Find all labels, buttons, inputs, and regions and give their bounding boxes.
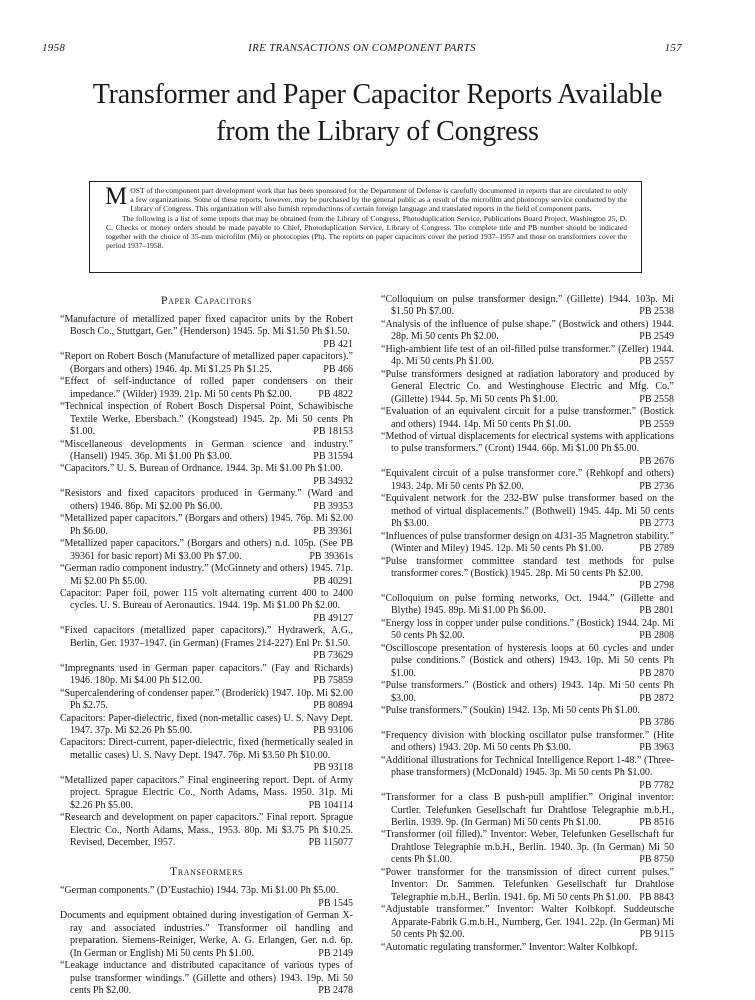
transformers-list-left [60,885,353,997]
reference-entry [60,488,353,513]
reference-entry [60,401,353,438]
reference-text: “German radio component industry.” (McGinnety and others) 1945. 71p. Mi $2.00 Ph $5.00. [60,563,353,587]
reference-text: “Manufacture of metallized paper fixed capacitor units by the Robert Bosch Co., Stuttgart, Ger.” (Henderson) 1945. 5p. Mi $1.50 Ph $1.50. [60,314,353,338]
reference-entry [60,463,353,488]
reference-text: “Resistors and fixed capacitors produced in Germany.” (Ward and others) 1946. 86p. Mi $2.00 Ph $6.00. [60,488,353,512]
pb-number: PB 39361s [309,550,353,562]
reference-text: “German components.” (D’Eustachio) 1944. 73p. Mi $1.00 Ph $5.00. [60,885,339,897]
pb-number: PB 73629 [313,650,353,662]
reference-entry [381,942,674,954]
reference-entry [381,319,674,344]
reference-text: “Influences of pulse transformer design on 4J31-35 Magnetron stability.” (Winter and Miley) 1945. 12p. Mi 50 cents Ph $1.00. [381,530,674,555]
issue-year: 1958 [42,42,66,54]
reference-text: “Pulse transformers.” (Soukin) 1942. 13p. Mi 50 cents Ph $1.00. [381,704,640,716]
reference-entry [60,625,353,662]
pb-number: PB 8843 [639,891,674,903]
pb-number: PB 2808 [639,630,674,642]
reference-text: Capacitor: Paper foil, power 115 volt alternating current 400 to 2400 cycles. U. S. Bureau of Aeronautics. 1944. 19p. Mi $1.00 Ph $2.00. [60,587,353,612]
pb-number: PB 104114 [308,799,353,811]
pb-number: PB 2736 [639,480,674,492]
reference-entry [381,680,674,705]
reference-entry [381,431,674,468]
reference-text: “Metallized paper capacitors.” (Borgars and others) n.d. 105p. (See PB 39361 for basic report) Mi $3.00 Ph $7.00. [60,538,353,562]
title-line-1: Transformer and Paper Capacitor Reports Available [92,79,663,110]
reference-text: “Additional illustrations for Technical Intelligence Report 1-48.” (Three-phase transformers) (McDonald) 1945. 3p. Mi 50 cents Ph $1.00. [381,754,674,779]
pb-number: PB 2676 [639,455,674,467]
pb-number: PB 18153 [313,426,353,438]
reference-text: “Report on Robert Bosch (Manufacture of metallized paper capacitors).” (Borgars and others) 1946. 4p. Mi $1.25 Ph $1.25. [60,351,353,375]
pb-number: PB 9115 [639,929,674,941]
reference-text: Capacitors: Direct-current, paper-dielectric, fixed (hermetically sealed in metallic cases) U. S. Navy Dept. 1947. 76p. Mi $3.50 Ph $10.00. [60,737,353,761]
reference-entry [60,314,353,351]
pb-number: PB 2789 [639,543,674,555]
pb-number: PB 2149 [318,947,353,959]
pb-number: PB 2801 [639,605,674,617]
reference-entry [60,663,353,688]
reference-text: Capacitors: Paper-dielectric, fixed (non-metallic cases) U. S. Navy Dept. 1947. 37p. Mi $2.26 Ph $5.00. [60,712,353,736]
pb-number: PB 40291 [313,575,353,587]
reference-entry [381,468,674,493]
reference-entry [60,688,353,713]
reference-text: “Oscilloscope presentation of hysteresis loops at 60 cycles and under pulse conditions.” (Bostick and others) 1943. 10p. Mi 50 cents Ph $1.00. [381,642,674,679]
pb-number: PB 8750 [639,854,674,866]
reference-text: “Energy loss in copper under pulse conditions.” (Bostick) 1944. 24p. Mi 50 cents Ph $2.00. [381,617,674,642]
pb-number: PB 2798 [639,580,674,592]
reference-text: “Colloquium on pulse transformer design.” (Gillette) 1944. 103p. Mi $1.50 Ph $7.00. [381,294,674,318]
reference-entry [60,513,353,538]
pb-number: PB 49127 [313,612,353,624]
running-head [42,42,682,58]
left-column [60,294,353,998]
reference-text: “Fixed capacitors (metallized paper capacitors).” Hydrawerk, A.G., Berlin, Ger. 1937–1947. (in German) (Frames 214-227) Enl Pr. $1.50. [60,625,353,649]
pb-number: PB 2558 [639,393,674,405]
abstract-box [89,181,642,273]
reference-entry [60,538,353,563]
reference-entry [60,376,353,401]
reference-entry [381,344,674,369]
pb-number: PB 4822 [318,388,353,400]
pb-number: PB 421 [323,338,353,350]
pb-number: PB 2538 [639,306,674,318]
pb-number: PB 93118 [313,762,353,774]
paper-capacitors-list [60,314,353,849]
reference-entry [381,867,674,904]
reference-text: “Analysis of the influence of pulse shape.” (Bostwick and others) 1944. 28p. Mi 50 cents Ph $2.00. [381,318,674,343]
journal-name: IRE TRANSACTIONS ON COMPONENT PARTS [248,42,476,54]
right-column [381,294,674,954]
reference-text: “Power transformer for the transmission of direct current pulses.” Inventor: Dr. Sammen. Telefunken Gesellschaft fur Drahtlose Telegraphie m.b.H., Berlin. 1941. 6p. Mi 50 cents Ph $1.00. [381,866,674,903]
reference-entry [60,910,353,960]
reference-text: “Transformer for a class B push-pull amplifier.” Original inventor: Curtler. Telefunken Gesellschaft fur Drahtlose Telegraphie m.b.H., Berlin. 1939. 9p. (In German) Mi 50 cents Ph $1.00. [381,792,674,829]
pb-number: PB 2559 [639,418,674,430]
reference-entry [381,755,674,792]
reference-text: “Impregnants used in German paper capacitors.” (Fay and Richards) 1946. 180p. Mi $4.00 Ph $12.00. [60,662,353,687]
reference-entry [381,531,674,556]
reference-entry [60,737,353,774]
pb-number: PB 2872 [639,692,674,704]
reference-entry [381,829,674,866]
reference-entry [381,792,674,829]
pb-number: PB 8516 [639,817,674,829]
reference-text: “Method of virtual displacements for electrical systems with applications to pulse transformers.” (Cront) 1944. 66p. Mi $1.00 Ph $5.00. [381,430,674,455]
reference-entry [381,618,674,643]
reference-text: “Capacitors.” U. S. Bureau of Ordnance. 1944. 3p. Mi $1.00 Ph $1.00. [60,463,343,475]
reference-entry [60,775,353,812]
reference-entry [60,885,353,910]
pb-number: PB 31594 [313,450,353,462]
title-line-2: from the Library of Congress [216,116,539,147]
reference-text: Documents and equipment obtained during investigation of German X-ray and associated industries.” Transformer oil handling and preparation. Siemens-Reiniger, Werke, A. G. Erlangen, Ger. n.d. 6p. (In German or English) Mi 50 cents Ph $1.00. [60,910,353,959]
page-number: 157 [664,42,682,54]
reference-entry [60,960,353,997]
reference-entry [60,439,353,464]
pb-number: PB 39361 [313,525,353,537]
reference-text: “Supercalendering of condenser paper.” (Broderick) 1947. 10p. Mi $2.00 Ph $2.75. [60,687,353,712]
reference-entry [381,493,674,530]
section-heading-paper-capacitors: Paper Capacitors [160,293,253,307]
reference-text: “Pulse transformer committee standard test methods for pulse transformer cores.” (Bostick) 1945. 28p. Mi 50 cents Ph $2.00. [381,555,674,579]
reference-entry [381,593,674,618]
pb-number: PB 466 [323,363,353,375]
abstract-paragraph-1: MOST of the component part development work that has been sponsored for the Department of Defense is carefully documented in reports that are circulated to only a few organizations. Some of these reports, however, may be purchased by the general public as a result of the microfilm and photocopy service conducted by the Library of Congress. This organization will also furnish reproductions of certain foreign language and translated reports in the field of component parts. [105,183,627,214]
pb-number: PB 7782 [639,779,674,791]
reference-text: “Technical inspection of Robert Bosch Dispersal Point, Schawibische Textile Werke, Ebersbach.” (Kongstead) 1945. 2p. Mi 50 cents Ph $1.00. [60,401,353,438]
reference-entry [60,351,353,376]
pb-number: PB 3963 [639,742,674,754]
transformers-list-right [381,294,674,954]
reference-text: “Automatic regulating transformer.” Inventor: Walter Kolbkopf. [381,941,638,953]
reference-text: “Miscellaneous developments in German science and industry.” (Hansell) 1945. 36p. Mi $1.00 Ph $3.00. [60,438,353,462]
reference-entry [60,588,353,625]
reference-entry [381,556,674,593]
reference-text: “Leakage inductance and distributed capacitance of various types of pulse transformer windings.” (Gillette and others) 1943. 19p. Mi 50 cents Ph $2.00. [60,960,353,997]
pb-number: PB 39353 [313,500,353,512]
reference-text: “Effect of self-inductance of rolled paper condensers on their impedance.” (Wilder) 1939. 21p. Mi 50 cents Ph $2.00. [60,376,353,400]
reference-text: “Transformer (oil filled).” Inventor: Weber, Telefunken Gesellschaft fur Drahtlose Telegraphie m.b.H., Berlin. 1940. 3p. (In German) Mi 50 cents Ph $1.00. [381,829,674,866]
reference-text: “Adjustable transformer.” Inventor: Walter Kolbkopf. Suddeutsche Apparate-Fabrik G.m.b.H., Nurnberg, Ger. 1941. 22p. (In German) Mi 50 cents Ph $2.00. [381,904,674,941]
article-title [0,76,755,150]
reference-entry [381,294,674,319]
reference-entry [60,713,353,738]
section-heading-transformers: Transformers [169,864,244,879]
drop-cap: M [105,183,128,210]
reference-text: “Frequency division with blocking oscillator pulse transformer.” (Hite and others) 1943. 20p. Mi 50 cents Ph $3.00. [381,729,674,754]
pb-number: PB 1545 [318,897,353,909]
pb-number: PB 3786 [639,717,674,729]
pb-number: PB 75859 [313,675,353,687]
reference-text: “Evaluation of an equivalent circuit for a pulse transformer.” (Bostick and others) 1944. 14p. Mi 50 cents Ph $1.00. [381,406,674,430]
reference-text: “Pulse transformers.” (Bostick and others) 1943. 14p. Mi 50 cents Ph $3.00. [381,680,674,704]
pb-number: PB 34932 [313,475,353,487]
reference-text: “Equivalent circuit of a pulse transformer core.” (Rehkopf and others) 1943. 24p. Mi 50 cents Ph $2.00. [381,468,674,492]
pb-number: PB 2870 [639,667,674,679]
reference-text: “Colloquium on pulse forming networks, Oct. 1944.” (Gillette and Blythe) 1945. 89p. Mi $1.00 Ph $6.00. [381,592,674,617]
reference-entry [381,904,674,941]
reference-text: “Metallized paper capacitors.” (Borgars and others) 1945. 76p. Mi $2.00 Ph $6.00. [60,513,353,537]
reference-entry [381,369,674,406]
reference-text: “Research and development on paper capacitors.” Final report. Sprague Electric Co., North Adams, Mass., 1953. 80p. Mi $3.75 Ph $10.25. Revised, December, 1957. [60,812,353,849]
pb-number: PB 93106 [313,724,353,736]
pb-number: PB 80894 [313,700,353,712]
pb-number: PB 2549 [639,331,674,343]
reference-entry [381,730,674,755]
reference-entry [60,563,353,588]
abstract-paragraph-2: The following is a list of some reports that may be obtained from the Library of Congress, Photoduplication Service, Publications Board Project, Washington 25, D. C. Checks or money orders should be made payable to Chief, Photoduplication Service, Library of Congress. The complete title and PB number should be indicated together with the choice of 35-mm microfilm (Mi) or photocopies (Ph). The reports on paper capacitors cover the period 1937–1957 and those on transformers cover the period 1937–1958. [106,213,627,251]
reference-text: “Metallized paper capacitors.” Final engineering report. Dept. of Army project. Sprague Electric Co., North Adams, Mass. 1950. 31p. Mi $2.26 Ph $5.00. [60,774,353,811]
pb-number: PB 2557 [639,356,674,368]
reference-entry [381,406,674,431]
pb-number: PB 115077 [308,837,353,849]
reference-text: “Pulse transformers designed at radiation laboratory and produced by General Electric Co. and Westinghouse Electric and Mfg. Co.” (Gillette) 1944. 5p. Mi 50 cents Ph $1.00. [381,368,674,405]
reference-text: “High-ambient life test of an oil-filled pulse transformer.” (Zeller) 1944. 4p. Mi 50 cents Ph $1.00. [381,343,674,368]
pb-number: PB 2478 [318,985,353,997]
reference-text: “Equivalent network for the 232-BW pulse transformer based on the method of virtual displacements.” (Bothwell) 1945. 44p. Mi 50 cents Ph $3.00. [381,493,674,530]
pb-number: PB 2773 [639,518,674,530]
reference-entry [60,812,353,849]
reference-entry [381,705,674,730]
reference-entry [381,643,674,680]
